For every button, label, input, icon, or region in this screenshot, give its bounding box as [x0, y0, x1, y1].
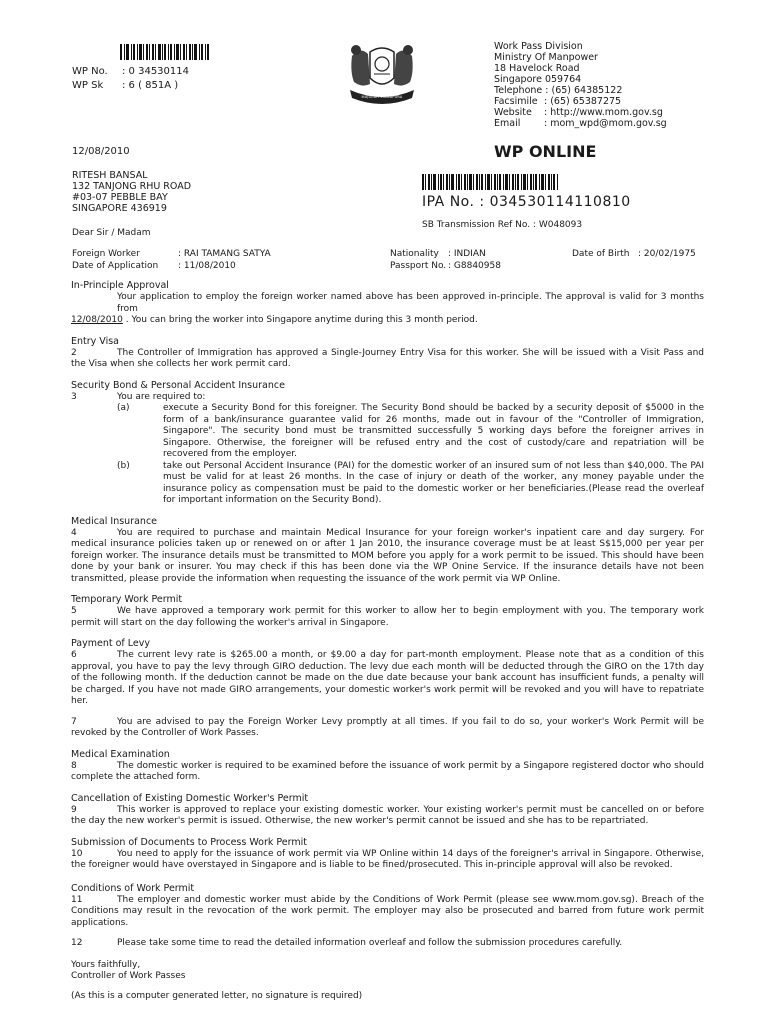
passport-label: Passport No. — [390, 261, 447, 271]
org-fax: : (65) 65387275 — [544, 96, 622, 107]
section-title-medical-examination: Medical Examination — [71, 748, 170, 760]
paragraph-6-text: The current levy rate is $265.00 a month, or $9.00 a day for part-month employment. Please note that as a condition of this approval, you have to pay the levy through GIRO deduction. The levy due each month will be deducted through the GIRO on the 17th day of the following month. If the deduction cannot be made on the due date because your bank account has insufficient funds, a penalty will be charged. If you have not made GIRO arrangements, your domestic worker's work permit will be revoked and you will have to repatriate her. — [71, 650, 704, 706]
paragraph-4-number: 4 — [71, 527, 77, 538]
paragraph-10 — [71, 849, 704, 872]
org-email-label: Email — [494, 118, 521, 129]
paragraph-3b-label: (b) — [117, 460, 130, 471]
paragraph-1 — [71, 292, 704, 315]
paragraph-1-text-b: . You can bring the worker into Singapore anytime during this 3 month period. — [125, 315, 478, 325]
paragraph-3-text: You are required to: — [117, 391, 206, 402]
org-fax-label: Facsimile — [494, 96, 538, 107]
org-email: : mom_wpd@mom.gov.sg — [544, 118, 667, 129]
paragraph-12-text: Please take some time to read the detailed information overleaf and follow the submission procedures carefully. — [117, 938, 623, 948]
closing-yours-faithfully: Yours faithfully, — [71, 959, 141, 970]
paragraph-4 — [71, 528, 704, 586]
section-title-cancellation: Cancellation of Existing Domestic Worker's Permit — [71, 792, 309, 804]
org-website: : http://www.mom.gov.sg — [544, 107, 663, 118]
section-title-entry-visa: Entry Visa — [71, 335, 119, 347]
date-of-birth-value: : 20/02/1975 — [638, 249, 696, 259]
nationality-value: : INDIAN — [448, 249, 486, 259]
org-address — [494, 41, 667, 129]
paragraph-11-number: 11 — [71, 894, 83, 905]
org-line4: Singapore 059764 — [494, 74, 582, 85]
paragraph-3 — [71, 392, 704, 404]
date-of-application-value: : 11/08/2010 — [178, 261, 236, 271]
paragraph-9-number: 9 — [71, 804, 77, 815]
recipient-address — [72, 170, 191, 214]
paragraph-5-text: We have approved a temporary work permit for this worker to allow her to begin employment with you. The temporary work permit will start on the day following the worker's arrival in Singapore. — [71, 606, 704, 628]
passport-value: : G8840958 — [448, 261, 501, 271]
paragraph-10-number: 10 — [71, 848, 83, 859]
org-web-label: Website — [494, 107, 532, 118]
ipa-number: IPA No. : 034530114110810 — [422, 194, 631, 210]
paragraph-8-number: 8 — [71, 760, 77, 771]
paragraph-9-text: This worker is approved to replace your existing domestic worker. Your existing worker's permit must be cancelled on or before the day the new worker's permit is issued. Otherwise, the new worker's permit cannot be issued and she has to be repartriated. — [71, 804, 704, 826]
paragraph-3a — [71, 403, 704, 461]
paragraph-2-number: 2 — [71, 347, 77, 358]
section-title-temporary-work-permit: Temporary Work Permit — [71, 594, 183, 605]
paragraph-6 — [71, 650, 704, 708]
date-of-birth-label: Date of Birth — [572, 249, 630, 259]
crest-motto: MAJULAH SINGAPURA — [361, 95, 403, 99]
paragraph-2-text: The Controller of Immigration has approved a Single-Journey Entry Visa for this worker. She will be issued with a Visit Pass and the Visa when she collects her work permit card. — [71, 347, 704, 369]
paragraph-10-text: You need to apply for the issuance of work permit via WP Online within 14 days of the foreigner's arrival in Singapore. Otherwise, the foreigner would have overstayed in Singapore and is liable to be fined/prosecuted. This in-principle approval will also be revoked. — [71, 848, 704, 870]
org-line2: Ministry Of Manpower — [494, 52, 598, 63]
section-title-payment-of-levy: Payment of Levy — [71, 638, 151, 649]
paragraph-12 — [71, 938, 704, 950]
wp-sk-label: WP Sk — [72, 80, 104, 91]
wp-online-title: WP ONLINE — [494, 142, 597, 161]
paragraph-8 — [71, 761, 704, 784]
paragraph-3a-text: execute a Security Bond for this foreigner. The Security Bond should be backed by a security deposit of $5000 in the form of a bank/insurance guarantee valid for 26 months, made out in favour of the "Controller of Immigration, Singapore". The security bond must be transmitted successfully 5 working days before the foreigner arrives in Singapore. Otherwise, the foreigner will be refused entry and the cost of custody/care and repatriation will be recovered from the employer. — [163, 403, 704, 459]
recipient-line3: SINGAPORE 436919 — [72, 203, 167, 214]
salutation: Dear Sir / Madam — [72, 228, 151, 238]
wp-no-value: : 0 34530114 — [122, 66, 189, 77]
paragraph-7-text: You are advised to pay the Foreign Worker Levy promptly at all times. If you fail to do so, your worker's Work Permit will be revoked by the Controller of Work Passes. — [71, 716, 704, 738]
paragraph-3b-text: take out Personal Accident Insurance (PAI) for the domestic worker of an insured sum of not less than $40,000. The PAI must be valid for at least 26 months. In the case of injury or death of the worker, any money payable under the insurance policy as compensation must be paid to the domestic worker or her beneficiaries.(Please read the overleaf for important information on the Security Bond). — [163, 460, 704, 505]
recipient-line2: #03-07 PEBBLE BAY — [72, 192, 168, 203]
paragraph-9 — [71, 805, 704, 828]
letter-body — [71, 280, 704, 1002]
paragraph-6-number: 6 — [71, 650, 77, 660]
paragraph-5-number: 5 — [71, 606, 77, 616]
section-title-security-bond: Security Bond & Personal Accident Insurance — [71, 379, 285, 391]
section-title-conditions: Conditions of Work Permit — [71, 882, 195, 894]
wp-sk-value: : 6 ( 851A ) — [122, 80, 179, 91]
foreign-worker-label: Foreign Worker — [72, 249, 140, 259]
paragraph-7-number: 7 — [71, 716, 77, 727]
paragraph-12-number: 12 — [71, 938, 83, 948]
paragraph-8-text: The domestic worker is required to be examined before the issuance of work permit by a Singapore registered doctor who should complete the attached form. — [71, 760, 704, 782]
section-title-submission-of-documents: Submission of Documents to Process Work Permit — [71, 836, 308, 848]
recipient-line1: 132 TANJONG RHU ROAD — [72, 181, 192, 192]
foreign-worker-value: : RAI TAMANG SATYA — [178, 249, 271, 259]
approval-date: 12/08/2010 — [71, 315, 123, 325]
singapore-crest-logo — [340, 38, 424, 110]
paragraph-2 — [71, 348, 704, 371]
header-barcode — [120, 44, 250, 60]
org-line3: 18 Havelock Road — [494, 63, 580, 74]
recipient-name: RITESH BANSAL — [72, 170, 148, 181]
closing-note: (As this is a computer generated letter, no signature is required) — [71, 990, 363, 1001]
paragraph-3b — [71, 461, 704, 507]
ipa-barcode — [422, 174, 632, 190]
paragraph-3-number: 3 — [71, 391, 77, 402]
org-telephone: Telephone : (65) 64385122 — [494, 85, 623, 96]
date-of-application-label: Date of Application — [72, 261, 159, 271]
paragraph-4-text: You are required to purchase and maintain Medical Insurance for your foreign worker's inpatient care and day surgery. For medical insurance policies taken up or renewed on or after 1 Jan 2010, the insurance coverage must be at least S$15,000 per year per foreign worker. The insurance details must be transmitted to MOM before you apply for a work permit to be issued. This should have been done by your bank or insurer. You may check if this has been done via the WP Onine Service. If the insurance details have not been transmitted, please provide the information when requesting the issuance of the work permit via WP Online. — [71, 527, 704, 584]
nationality-label: Nationality — [390, 249, 439, 259]
paragraph-3a-label: (a) — [117, 403, 130, 413]
paragraph-1-text-a: Your application to employ the foreign worker named above has been approved in-principle. The approval is valid for 3 months from — [117, 292, 704, 314]
paragraph-11 — [71, 895, 704, 930]
letter-date: 12/08/2010 — [72, 146, 130, 157]
paragraph-5 — [71, 606, 704, 629]
sb-transmission-ref: SB Transmission Ref No. : W048093 — [422, 220, 583, 230]
paragraph-11-text: The employer and domestic worker must abide by the Conditions of Work Permit (please see www.mom.gov.sg). Breach of the Conditions may result in the revocation of the work permit. The employer may also be prosecuted and barred from future work permit applications. — [71, 894, 704, 928]
paragraph-1-cont — [71, 315, 704, 327]
wp-no-label: WP No. — [72, 66, 108, 77]
org-line1: Work Pass Division — [494, 41, 583, 52]
closing-signatory: Controller of Work Passes — [71, 971, 186, 981]
paragraph-7 — [71, 717, 704, 740]
section-title-in-principle: In-Principle Approval — [71, 280, 169, 291]
section-title-medical-insurance: Medical Insurance — [71, 515, 158, 527]
